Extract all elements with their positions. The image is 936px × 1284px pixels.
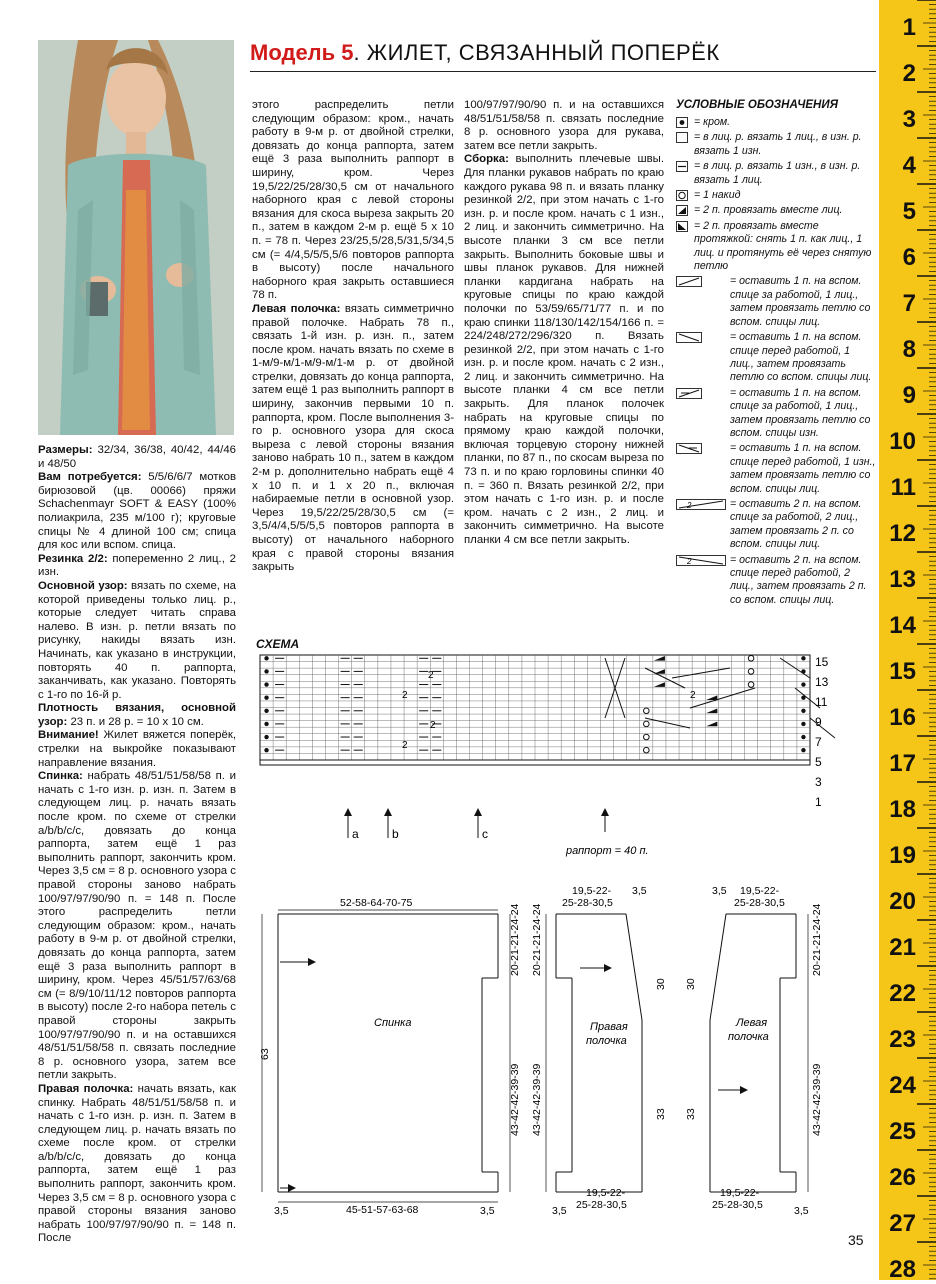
cable-number: 2 <box>428 670 434 681</box>
ruler-number: 20 <box>889 888 916 915</box>
ruler-number: 21 <box>889 934 916 961</box>
right-front-pattern <box>531 885 667 1217</box>
cable-left-knit-icon <box>676 332 702 343</box>
attention-text: Жилет вяжется поперёк, стрелки на выкройке показывают направление вязания. <box>38 729 236 769</box>
ruler-number: 6 <box>902 244 916 271</box>
ruler-number: 10 <box>889 428 916 455</box>
col3-continued-text: 100/97/97/90/90 п. и на оставшихся 48/51/51/58/58 п. связать последние 8 р. основного узора для рукава, затем все петли закрыть. <box>464 99 664 152</box>
decrease-mark <box>706 709 717 714</box>
chart-arrows <box>250 808 840 858</box>
cable-2-right-icon <box>676 499 726 510</box>
cable-number: 2 <box>402 690 408 701</box>
legend-text: = оставить 1 п. на вспом. спице перед работой, 1 изн., затем провязать петлю со вспом. спицы лиц. <box>730 442 876 495</box>
yarnover-mark <box>644 734 650 740</box>
selvage-symbol-icon <box>676 117 688 128</box>
decrease-mark <box>706 695 717 700</box>
density-text: 23 п. и 28 р. = 10 х 10 см. <box>67 715 204 728</box>
cable-2-left-icon <box>676 555 726 566</box>
legend-title: УСЛОВНЫЕ ОБОЗНАЧЕНИЯ <box>676 99 838 111</box>
legend-text: = оставить 2 п. на вспом. спице за работой, 2 лиц., затем провязать 2 п. со вспом. спицы лиц. <box>730 497 862 551</box>
back-right-edge: 3,5 <box>480 1205 495 1217</box>
title-separator: . <box>353 40 367 65</box>
arrow-b-label: b <box>392 827 399 841</box>
need-label: Вам потребуется: <box>38 471 142 484</box>
row-number: 1 <box>815 795 822 809</box>
ruler-number: 3 <box>902 106 916 133</box>
row-number: 15 <box>815 655 829 669</box>
row-number: 7 <box>815 735 822 749</box>
left-front-name-1: Левая <box>736 1017 768 1029</box>
attention-label: Внимание! <box>38 729 99 742</box>
ruler-number: 18 <box>889 796 916 823</box>
legend-text: = 2 п. провязать вместе протяжкой: снять 1 п. как лиц., 1 лиц. и протянуть её через снятую петлю <box>694 219 872 273</box>
ssk-symbol-icon <box>676 221 688 232</box>
yarnover-mark <box>748 669 754 675</box>
ruler-number: 19 <box>889 842 916 869</box>
right-front-top-2: 25-28-30,5 <box>562 897 613 909</box>
row-number: 13 <box>815 675 829 689</box>
ruler-number: 22 <box>889 980 916 1007</box>
right-front-top-right: 3,5 <box>632 885 647 897</box>
right-front-label: Правая полочка: <box>38 1082 134 1095</box>
left-front-bottom-2: 25-28-30,5 <box>712 1199 763 1211</box>
ruler-number: 15 <box>889 658 916 685</box>
legend-item-k2tog <box>676 204 876 217</box>
page-header <box>250 40 876 70</box>
svg-text:2: 2 <box>687 556 692 565</box>
legend-item-cable-1 <box>676 275 876 329</box>
selvage-dot <box>801 682 805 686</box>
selvage-dot <box>801 735 805 739</box>
arrow-a-label: a <box>352 827 359 841</box>
ruler-number: 4 <box>902 152 916 179</box>
yarnover-mark <box>748 655 754 661</box>
decrease-mark <box>654 669 665 674</box>
selvage-dot <box>264 709 268 713</box>
ruler-number: 25 <box>889 1118 916 1145</box>
back-body-height: 43-42-42-39-39 <box>509 1063 521 1136</box>
col2-continued-text: этого распределить петли следующим образом: кром., начать работу в 9-м р. от двойной стрелки, довязать до конца раппорта, затем ещё 3 раза выполнить раппорт в ширину, кром. Через 19,5/22/25/28/30,5 см от начального наборного края с левой стороны вязания для скоса выреза закрыть 20 п., затем в каждом 2-м р. ещё 5 х 10 п. = 78 п. Через 23/25,5/28,5/31,5/34,5 см (= 4/4,5/5/5,5/6 повторов раппорта в высоту) после начального наборного края закрыть оставшиеся 78 п. <box>252 99 454 302</box>
back-text: набрать 48/51/51/58/58 п. и начать с 1-го изн. р. изн. п. Затем в следующем лиц. р. начать вязать после кром. по схеме от стрелки a/b/b/c/c, довязать до конца раппорта, затем ещё 1 раз выполнить раппорт, закончить кром. Через 3,5 см = 8 р. основного узора с правой стороны заново набрать 100/97/97/90/90 п. = 148 п. После этого распределить петли следующим образом: кром., начать работу в 9-м р. от двойной стрелки, довязать до конца раппорта, затем ещё 3 раза выполнить раппорт в ширину, кром. Через 45/51/57/63/68 см (= 8/9/10/11/12 повторов раппорта в высоту) после 2-го набора петель с правой стороны закрыть 100/97/97/90/90 п. и на оставшихся 48/51/51/58/58 п. связать последние 8 р. основного узора, затем все петли закрыть. <box>38 770 236 1082</box>
legend-text: = 1 накид <box>694 189 741 202</box>
main-pattern-text: вязать по схеме, на которой приведены только лиц. р., которые следует читать справа налево. В изн. р. петли вязать по рисунку, накиды вязать изн. Начинать, как указано в инструкции, повторять 40 п. раппорта, заканчивать, как указано. Повторять с 1-го по 16-й р. <box>38 579 237 701</box>
ruler-number: 17 <box>889 750 916 777</box>
text-column-1 <box>38 444 236 1246</box>
legend-text: = оставить 2 п. на вспом. спице перед работой, 2 лиц., затем провязать 2 п. со вспом. спицы лиц. <box>730 553 867 606</box>
legend-item-cable-4 <box>676 442 876 496</box>
pattern-schematics <box>250 880 830 1230</box>
legend-text: = кром. <box>694 116 731 128</box>
selvage-dot <box>801 709 805 713</box>
legend-text: = оставить 1 п. на вспом. спице перед работой, 1 лиц., затем провязать петлю со вспом. спицы лиц. <box>730 331 872 384</box>
left-front-pattern <box>685 885 823 1217</box>
page-title: ЖИЛЕТ, СВЯЗАННЫЙ ПОПЕРЁК <box>366 40 720 65</box>
legend-text: = в лиц. р. вязать 1 изн., в изн. р. вязать 1 лиц. <box>694 160 861 186</box>
legend-item-knit <box>676 131 876 158</box>
ruler-number: 9 <box>902 382 916 409</box>
right-front-bottom-left: 3,5 <box>552 1205 567 1217</box>
k2tog-symbol-icon <box>676 205 688 216</box>
legend-item-cable-2 <box>676 331 876 385</box>
arrow-c-label: c <box>482 827 488 841</box>
purl-symbol-icon <box>676 161 688 172</box>
left-front-bottom-1: 19,5-22- <box>720 1187 760 1199</box>
legend-item-yarnover <box>676 189 876 202</box>
ruler-number: 2 <box>902 60 916 87</box>
rapport-label: раппорт = 40 п. <box>566 845 649 857</box>
right-front-text: начать вязать, как спинку. Набрать 48/51/51/58/58 п. и начать с 1-го изн. р. изн. п. Затем в следующем лиц. р. начать вязать по схеме после кром. от стрелки a/b/b/c/c, довязать до конца раппорта, затем ещё 1 раз выполнить раппорт, закончить кром. Через 3,5 см = 8 р. основного узора с правой стороны вязания заново набрать 100/97/97/90/90 п. = 148 п. После <box>38 1082 237 1245</box>
ruler-number: 8 <box>902 336 916 363</box>
yarnover-mark <box>644 747 650 753</box>
selvage-dot <box>264 669 268 673</box>
cable-number: 2 <box>690 690 696 701</box>
right-front-armhole: 20-21-21-24-24 <box>531 903 543 976</box>
knitting-chart <box>250 650 840 810</box>
selvage-dot <box>264 722 268 726</box>
left-front-inner-bottom: 33 <box>685 1108 697 1120</box>
selvage-dot <box>801 748 805 752</box>
chart-cable-numbers <box>402 670 696 751</box>
ruler-number: 1 <box>902 14 916 41</box>
page-number: 35 <box>848 1232 864 1248</box>
rib-label: Резинка 2/2: <box>38 552 108 565</box>
left-front-label: Левая полочка: <box>252 302 341 315</box>
left-front-armhole: 20-21-21-24-24 <box>811 903 823 976</box>
text-column-3 <box>464 99 664 548</box>
row-number: 3 <box>815 775 822 789</box>
yarnover-mark <box>748 682 754 688</box>
right-front-name-2: полочка <box>586 1035 627 1047</box>
right-front-body: 43-42-42-39-39 <box>531 1063 543 1136</box>
ruler-number: 5 <box>902 198 916 225</box>
yarnover-mark <box>644 708 650 714</box>
yarnover-mark <box>644 721 650 727</box>
rib-text: попеременно 2 лиц., 2 изн. <box>38 552 236 579</box>
left-front-top-2: 25-28-30,5 <box>734 897 785 909</box>
yarnover-symbol-icon <box>676 190 688 201</box>
selvage-dot <box>264 735 268 739</box>
left-front-bottom-right: 3,5 <box>794 1205 809 1217</box>
legend-text: = оставить 1 п. на вспом. спице за работой, 1 лиц., затем провязать петлю со вспом. спицы изн. <box>730 386 871 439</box>
right-front-name-1: Правая <box>590 1021 628 1033</box>
legend-item-cable-6 <box>676 554 876 608</box>
model-photo <box>38 40 234 435</box>
back-label: Спинка: <box>38 770 83 783</box>
selvage-dot <box>801 669 805 673</box>
ruler-number: 12 <box>889 520 916 547</box>
main-pattern-label: Основной узор: <box>38 579 128 592</box>
sizes-label: Размеры: <box>38 444 93 456</box>
cable-number: 2 <box>430 720 436 731</box>
legend-item-selvage <box>676 116 876 129</box>
legend <box>676 116 876 609</box>
ruler-number: 28 <box>889 1256 916 1283</box>
ruler-number: 26 <box>889 1164 916 1191</box>
ruler-number: 16 <box>889 704 916 731</box>
text-column-2 <box>252 99 454 575</box>
legend-text: = в лиц. р. вязать 1 лиц., в изн. р. вязать 1 изн. <box>694 131 862 157</box>
legend-item-ssk <box>676 220 876 274</box>
row-number: 11 <box>815 695 828 709</box>
back-name: Спинка <box>374 1017 412 1029</box>
schema-label: СХЕМА <box>256 637 300 651</box>
left-front-top-left: 3,5 <box>712 885 727 897</box>
ruler-number: 7 <box>902 290 916 317</box>
back-top-width: 52-58-64-70-75 <box>340 897 413 909</box>
ruler-number: 23 <box>889 1026 916 1053</box>
ruler-number: 27 <box>889 1210 916 1237</box>
left-front-inner-top: 30 <box>685 978 697 990</box>
cable-right-knit-icon <box>676 276 702 287</box>
model-label: Модель 5 <box>250 40 354 65</box>
selvage-dot <box>801 656 805 660</box>
left-front-text: вязать симметрично правой полочке. Набрать 78 п., связать 1-й изн. р. изн. п., затем после кром. начать вязать по схеме в 1-м/9-м/1-м/9-м/1-м р. от двойной стрелки, довязать до конца раппорта, затем ещё 1 раз выполнить раппорт в ширину, закончив первыми 10 п. раппорта, кром. После выполнения 3-го р. основного узора для скоса выреза с левой стороны вязания заново набрать 10 п., затем в каждом 2-м р. дополнительно набрать ещё 4 х 10 п. и 1 х 20 п., включая набираемые петли в основной узор. Через 19,5/22/25/28/30,5 см (= 3,5/4/4,5/5/5,5 повторов раппорта в высоту) от начального наборного края с правой стороны вязания закрыть <box>252 302 454 574</box>
right-front-inner-top: 30 <box>655 978 667 990</box>
cable-right-purl-icon <box>676 388 702 399</box>
right-front-bottom-2: 25-28-30,5 <box>576 1199 627 1211</box>
back-height: 63 <box>259 1048 271 1060</box>
density-label: Плотность вязания, основной узор: <box>38 702 236 728</box>
decrease-mark <box>706 722 717 727</box>
back-bottom-width: 45-51-57-63-68 <box>346 1204 419 1216</box>
selvage-dot <box>264 656 268 660</box>
title-underline <box>250 71 876 72</box>
legend-text: = оставить 1 п. на вспом. спице за работой, 1 лиц., затем провязать петлю со вспом. спицы лиц. <box>730 275 871 328</box>
chart-row-numbers <box>815 655 829 809</box>
left-front-top-1: 19,5-22- <box>740 885 780 897</box>
row-number: 5 <box>815 755 822 769</box>
legend-item-purl <box>676 160 876 187</box>
row-number: 9 <box>815 715 822 729</box>
decrease-mark <box>654 682 665 687</box>
ruler-number: 24 <box>889 1072 916 1099</box>
ruler-number: 14 <box>889 612 916 639</box>
svg-text:2: 2 <box>687 500 692 509</box>
ruler-number: 13 <box>889 566 916 593</box>
back-armhole-height: 20-21-21-24-24 <box>509 903 521 976</box>
legend-item-cable-3 <box>676 387 876 441</box>
back-left-edge: 3,5 <box>274 1205 289 1217</box>
model-photo-illustration <box>38 40 234 435</box>
ruler-number: 11 <box>890 474 916 501</box>
cable-number: 2 <box>402 740 408 751</box>
right-front-inner-bottom: 33 <box>655 1108 667 1120</box>
right-front-bottom-1: 19,5-22- <box>586 1187 626 1199</box>
left-front-name-2: полочка <box>728 1031 769 1043</box>
legend-text: = 2 п. провязать вместе лиц. <box>694 204 843 217</box>
decrease-mark <box>654 656 665 661</box>
cable-left-purl-icon <box>676 443 702 454</box>
assembly-text: выполнить плечевые швы. Для планки рукавов набрать по краю каждого рукава 98 п. и вязать планку резинкой 2/2, при этом начать с 1-го изн. р. и после кром. начать с 1 изн., 2 лиц. и закончить симметрично. На высоте планки 3 см все петли закрыть. Выполнить боковые швы и швы планок рукавов. Для нижней планки кардигана набрать на круговые спицы по краю каждой полочки по 53/59/65/71/77 п. и по краю спинки 118/130/142/154/166 п. = 224/248/272/296/320 п. Вязать резинкой 2/2, при этом начать с 1-го изн. р. и после кром. начать с 2 изн., 2 лиц. и закончить симметрично. На высоте планки 4 см все петли закрыть. Для планок полочек набрать на круговые спицы по прямому краю каждой полочки, включая торцевую сторону нижней планки, по 87 п., по скосам выреза по 73 п. и по краю горловины спинки 40 п. = 360 п. Вязать резинкой 2/2, при этом начать с 1-го изн. р. и после кром. начать с 2 изн., 2 лиц. и закончить симметрично. На высоте планки 4 см все петли закрыть. <box>464 153 664 546</box>
right-front-top-1: 19,5-22- <box>572 885 612 897</box>
selvage-dot <box>801 722 805 726</box>
knit-symbol-icon <box>676 132 688 143</box>
selvage-dot <box>264 695 268 699</box>
assembly-label: Сборка: <box>464 153 509 166</box>
sizes-text: 32/34, 36/38, 40/42, 44/46 и 48/50 <box>38 444 236 470</box>
legend-item-cable-5 <box>676 498 876 552</box>
selvage-dot <box>264 682 268 686</box>
need-text: 5/5/6/6/7 мотков бирюзовой (цв. 00066) пряжи Schachenmayr SOFT & EASY (100% полиакрила, 235 м/100 г); круговые спицы № 4 длиной 100 см; спица для кос или вспом. спица. <box>38 471 237 552</box>
back-pattern <box>259 897 521 1217</box>
measuring-tape <box>879 0 936 1283</box>
selvage-dot <box>801 695 805 699</box>
selvage-dot <box>264 748 268 752</box>
left-front-body: 43-42-42-39-39 <box>811 1063 823 1136</box>
